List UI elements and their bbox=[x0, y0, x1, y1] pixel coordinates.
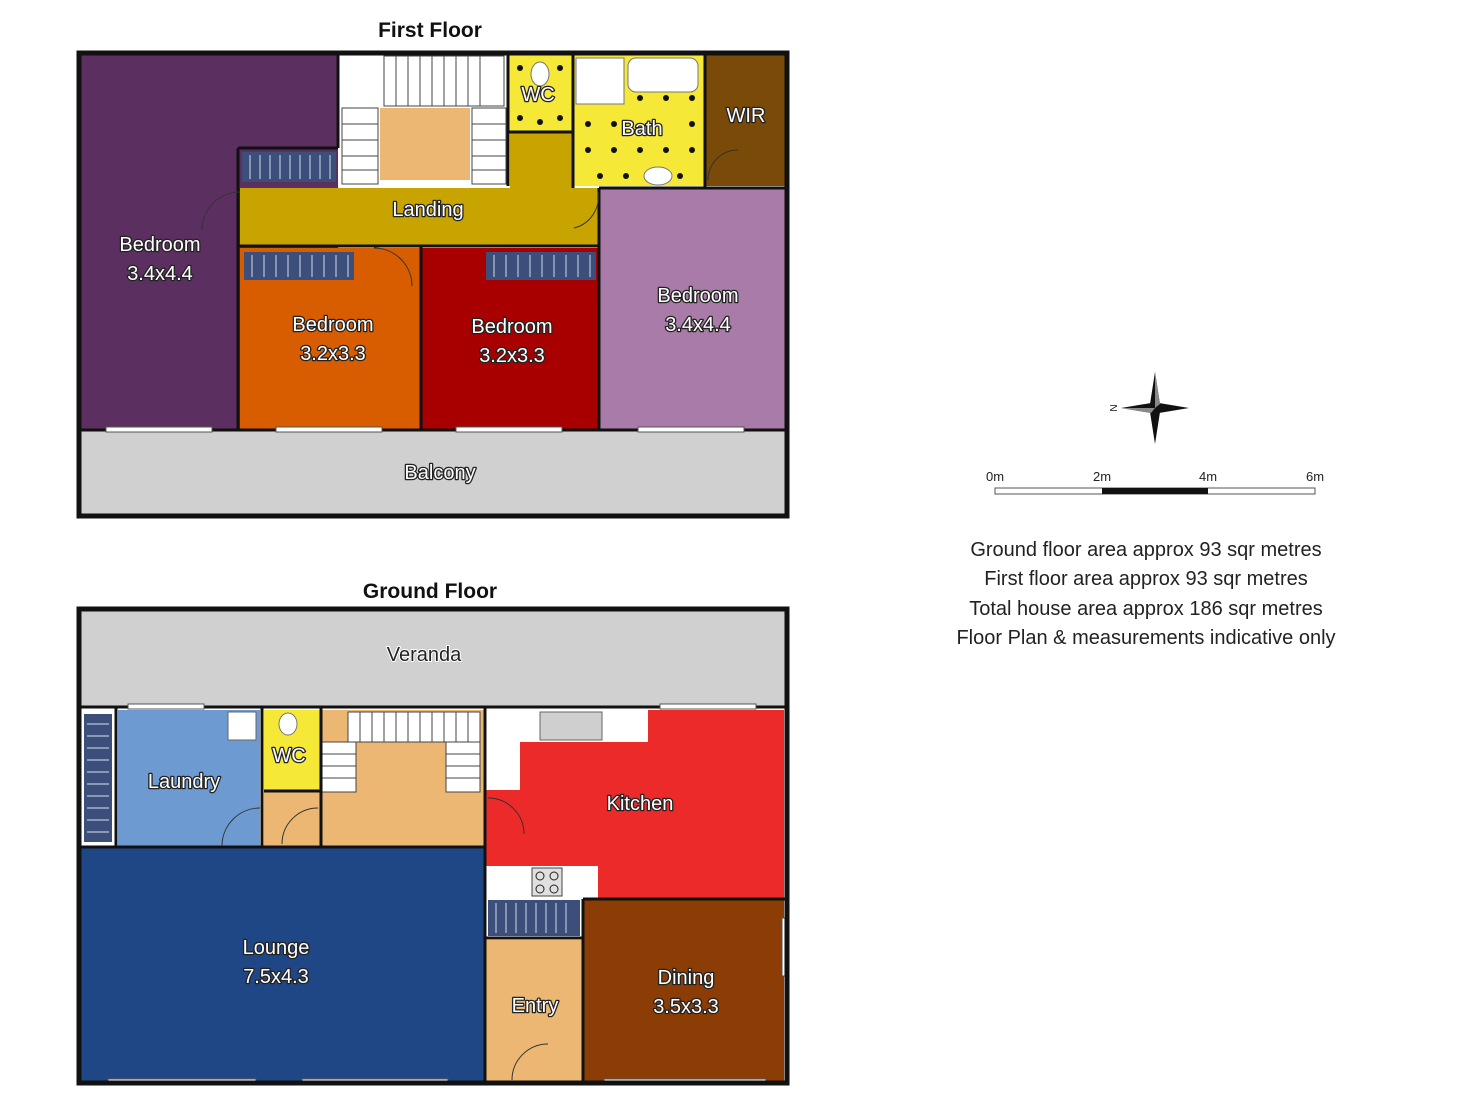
scale-label-2: 2m bbox=[1092, 469, 1112, 484]
robe-entry bbox=[488, 900, 580, 936]
room-lounge bbox=[80, 848, 484, 1082]
bedroom-left-size: 3.4x4.4 bbox=[127, 263, 193, 285]
balcony-label: Balcony bbox=[404, 462, 476, 484]
bedroom-2-label: Bedroom bbox=[292, 314, 374, 336]
compass-north-label: N bbox=[1109, 404, 1120, 412]
wc-first-label: WC bbox=[521, 84, 555, 106]
wir-label: WIR bbox=[726, 105, 766, 127]
entry-label: Entry bbox=[511, 995, 559, 1017]
note-total-area: Total house area approx 186 sqr metres bbox=[969, 598, 1323, 620]
kitchen-bench-left bbox=[486, 742, 520, 790]
robe-bedroom-2 bbox=[244, 252, 354, 280]
shower bbox=[576, 58, 624, 104]
scale-label-6: 6m bbox=[1305, 469, 1325, 484]
kitchen-sink bbox=[540, 712, 602, 740]
scale-label-0: 0m bbox=[985, 469, 1005, 484]
note-first-area: First floor area approx 93 sqr metres bbox=[984, 568, 1308, 590]
bath-label: Bath bbox=[621, 118, 663, 140]
dining-size: 3.5x3.3 bbox=[653, 996, 719, 1018]
basin-first bbox=[644, 167, 672, 185]
note-disclaimer: Floor Plan & measurements indicative only bbox=[956, 627, 1336, 649]
landing-label: Landing bbox=[392, 199, 464, 221]
room-dining bbox=[584, 900, 784, 1082]
laundry-label: Laundry bbox=[147, 771, 221, 793]
bedroom-3-label: Bedroom bbox=[471, 316, 553, 338]
dining-label: Dining bbox=[657, 967, 715, 989]
toilet-first bbox=[531, 62, 549, 86]
first-floor bbox=[79, 19, 787, 516]
scale-label-4: 4m bbox=[1198, 469, 1218, 484]
scale-bar bbox=[986, 469, 1324, 494]
robe-laundry bbox=[84, 714, 112, 842]
lounge-label: Lounge bbox=[242, 937, 310, 959]
laundry-tub bbox=[228, 712, 256, 740]
ground-floor-title: Ground Floor bbox=[362, 580, 498, 603]
wc-ground-label: WC bbox=[272, 745, 306, 767]
robe-bedroom-3 bbox=[486, 252, 596, 280]
veranda-label: Veranda bbox=[386, 644, 462, 666]
toilet-ground bbox=[279, 713, 297, 735]
bedroom-right-label: Bedroom bbox=[657, 285, 739, 307]
bedroom-left-label: Bedroom bbox=[119, 234, 201, 256]
kitchen-label: Kitchen bbox=[606, 793, 674, 815]
bedroom-right-size: 3.4x4.4 bbox=[665, 314, 731, 336]
bedroom-3-size: 3.2x3.3 bbox=[479, 345, 545, 367]
ground-floor bbox=[79, 580, 787, 1084]
stair-landing bbox=[380, 108, 470, 180]
robe-landing bbox=[242, 152, 336, 182]
note-ground-area: Ground floor area approx 93 sqr metres bbox=[970, 539, 1322, 561]
lounge-size: 7.5x4.3 bbox=[243, 966, 309, 988]
room-bedroom-right bbox=[598, 188, 786, 429]
bathtub bbox=[628, 58, 698, 92]
first-floor-title: First Floor bbox=[378, 19, 482, 42]
bedroom-2-size: 3.2x3.3 bbox=[300, 343, 366, 365]
area-notes bbox=[956, 539, 1335, 649]
cooktop bbox=[532, 868, 562, 896]
compass-icon bbox=[1109, 372, 1189, 444]
